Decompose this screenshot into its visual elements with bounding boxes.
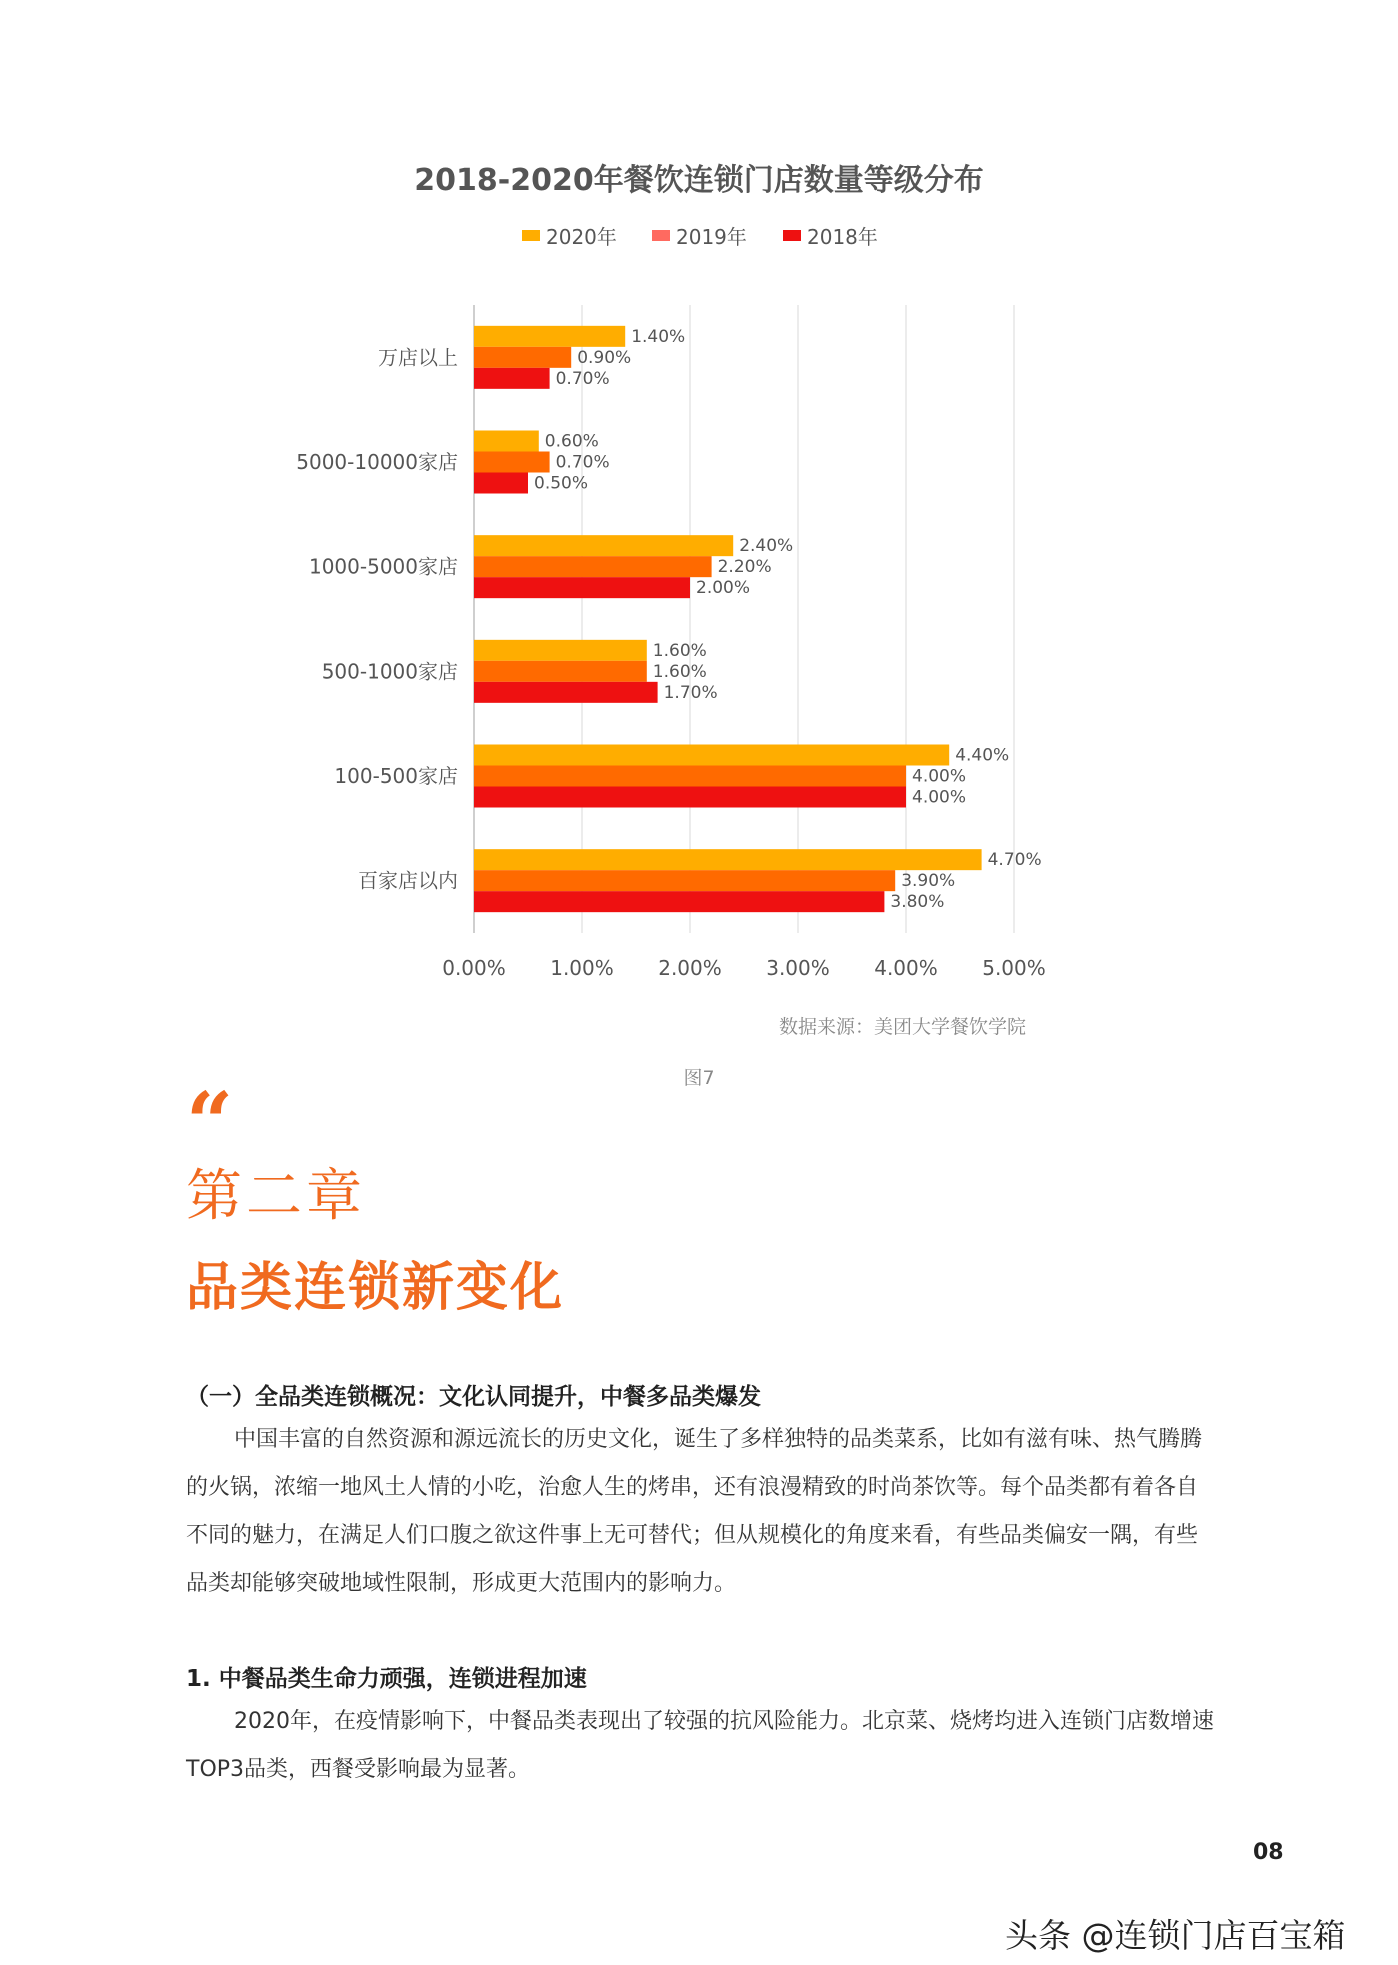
x-tick-label: 5.00% <box>982 956 1046 980</box>
data-label: 0.60% <box>544 431 599 452</box>
bar-2019年 <box>474 766 906 787</box>
category-label: 万店以上 <box>378 345 458 370</box>
data-label: 4.70% <box>987 850 1042 871</box>
data-label: 4.40% <box>955 745 1010 766</box>
category-label: 百家店以内 <box>358 868 458 893</box>
data-source-note: 数据来源：美团大学餐饮学院 <box>778 1016 1026 1038</box>
bar-2020年 <box>474 326 625 347</box>
quote-mark: “ <box>186 1075 234 1171</box>
data-label: 0.70% <box>555 452 610 473</box>
bar-2018年 <box>474 787 906 808</box>
data-label: 2.20% <box>717 557 772 578</box>
legend-swatch <box>783 230 801 241</box>
bar-2018年 <box>474 473 528 494</box>
chart-title: 2018-2020年餐饮连锁门店数量等级分布 <box>414 163 984 198</box>
legend-label: 2018年 <box>807 224 878 249</box>
bar-2018年 <box>474 577 690 598</box>
subsection-paragraph: 2020年，在疫情影响下，中餐品类表现出了较强的抗风险能力。北京菜、烧烤均进入连锁门店数增速TOP3品类，西餐受影响最为显著。 <box>186 1709 1214 1782</box>
subsection-heading: 1. 中餐品类生命力顽强，连锁进程加速 <box>186 1666 587 1692</box>
x-tick-label: 3.00% <box>766 956 830 980</box>
data-label: 4.00% <box>912 766 967 787</box>
data-label: 2.40% <box>739 536 794 557</box>
bar-2018年 <box>474 682 658 703</box>
page-number: 08 <box>1253 1840 1284 1865</box>
data-label: 1.40% <box>631 326 686 347</box>
data-label: 2.00% <box>696 578 751 599</box>
category-label: 1000-5000家店 <box>308 554 458 579</box>
x-tick-label: 1.00% <box>550 956 614 980</box>
data-label: 0.70% <box>555 368 610 389</box>
bar-2019年 <box>474 556 712 577</box>
data-label: 1.60% <box>652 640 707 661</box>
data-label: 1.70% <box>663 682 718 703</box>
x-tick-label: 4.00% <box>874 956 938 980</box>
bar-2020年 <box>474 745 949 766</box>
legend-item-2019 <box>652 222 747 248</box>
bar-2020年 <box>474 431 539 452</box>
bar-2020年 <box>474 640 647 661</box>
bar-2018年 <box>474 891 884 912</box>
legend-label: 2020年 <box>546 224 617 249</box>
legend-swatch <box>522 230 540 241</box>
chapter-number: 第二章 <box>186 1164 366 1229</box>
bar-2020年 <box>474 849 982 870</box>
chapter-title: 品类连锁新变化 <box>186 1258 565 1318</box>
legend-swatch <box>652 230 670 241</box>
data-label: 3.80% <box>890 892 945 913</box>
bar-2019年 <box>474 870 895 891</box>
data-label: 4.00% <box>912 787 967 808</box>
x-tick-label: 0.00% <box>442 956 506 980</box>
legend-item-2020 <box>522 222 617 248</box>
section-heading: （一）全品类连锁概况：文化认同提升，中餐多品类爆发 <box>186 1384 761 1410</box>
data-label: 0.50% <box>534 473 589 494</box>
watermark-text: 头条 @连锁门店百宝箱 <box>1005 1916 1346 1955</box>
bar-2019年 <box>474 452 550 473</box>
x-tick-label: 2.00% <box>658 956 722 980</box>
category-label: 100-500家店 <box>334 764 458 788</box>
data-label: 1.60% <box>652 661 707 682</box>
bar-2019年 <box>474 347 571 368</box>
section-paragraph: 中国丰富的自然资源和源远流长的历史文化，诞生了多样独特的品类菜系，比如有滋有味、热气腾腾的火锅，浓缩一地风土人情的小吃，治愈人生的烤串，还有浪漫精致的时尚茶饮等。每个品类都有着各自不同的魅力，在满足人们口腹之欲这件事上无可替代；但从规模化的角度来看，有些品类偏安一隅，有些品类却能够突破地域性限制，形成更大范围内的影响力。 <box>186 1427 1203 1596</box>
category-label: 5000-10000家店 <box>296 450 458 474</box>
bar-2018年 <box>474 368 550 389</box>
category-label: 500-1000家店 <box>321 659 458 684</box>
bar-2019年 <box>474 661 647 682</box>
bar-2020年 <box>474 535 733 556</box>
data-label: 0.90% <box>577 347 632 368</box>
legend-item-2018 <box>783 222 878 248</box>
data-label: 3.90% <box>901 871 956 892</box>
figure-label: 图7 <box>683 1067 715 1089</box>
legend-label: 2019年 <box>676 224 747 249</box>
